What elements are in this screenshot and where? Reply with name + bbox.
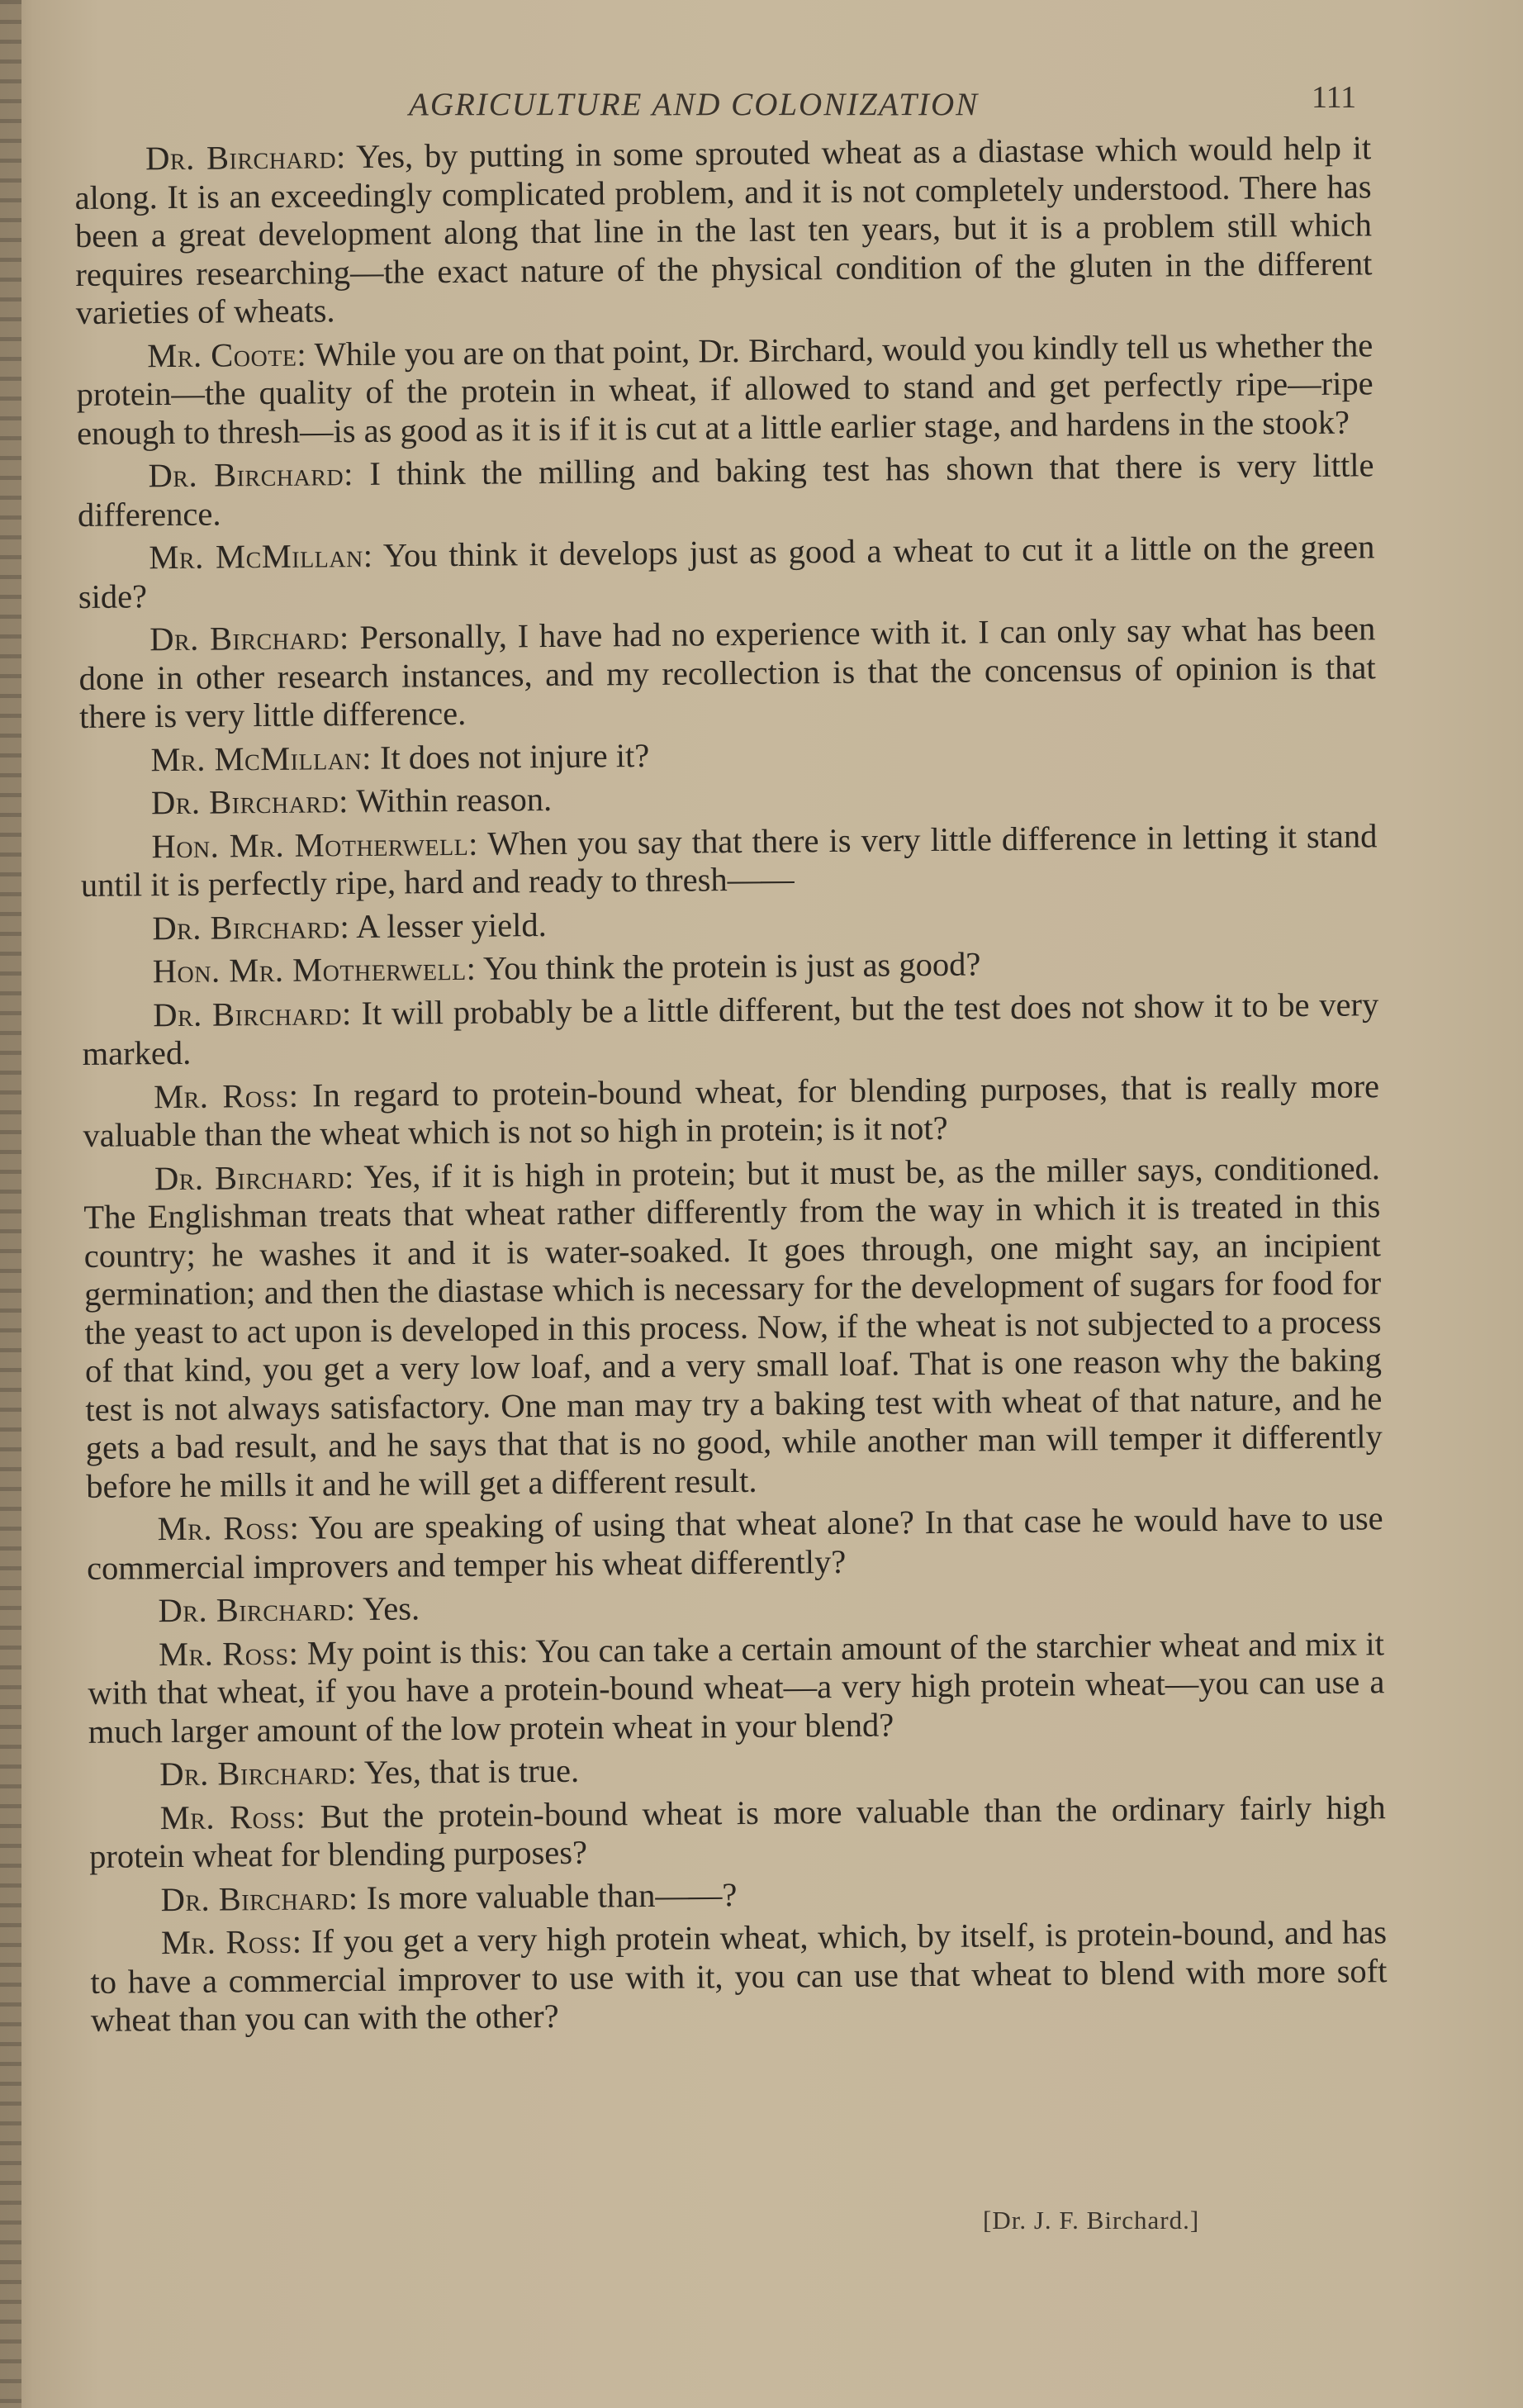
speaker-name: Dr. Birchard:: [149, 619, 349, 658]
paragraph-text: Personally, I have had no experience with it. I can only say what has been done in other research instances, and my recollection is that the concensus of opinion is that there is very little difference.: [78, 610, 1376, 735]
speaker-name: Mr. Ross:: [153, 1076, 299, 1115]
paragraph-text: My point is this: You can take a certain amount of the starchier wheat and mix it with that wheat, if you have a protein-bound wheat—a very high protein wheat—you can use a much larger amount of the low protein wheat in your blend?: [88, 1624, 1385, 1750]
speaker-name: Dr. Birchard:: [150, 782, 349, 822]
speaker-name: Dr. Birchard:: [160, 1878, 358, 1918]
paragraph-text: When you say that there is very little difference in letting it stand until it is perfectly ripe, hard and ready to thresh——: [80, 816, 1378, 904]
paragraph-text: Is more valuable than——?: [366, 1875, 738, 1916]
paragraph-text: Yes, that is true.: [363, 1751, 580, 1792]
speaker-name: Mr. McMillan:: [150, 739, 372, 778]
paragraph-text: Yes.: [362, 1589, 420, 1628]
dialogue-paragraph: [77, 446, 1374, 534]
dialogue-paragraph: [78, 610, 1376, 736]
paragraph-text: You think the protein is just as good?: [482, 945, 981, 987]
speaker-name: Mr. Ross:: [158, 1634, 299, 1673]
speaker-name: Dr. Birchard:: [158, 1590, 356, 1630]
paragraph-text: I think the milling and baking test has shown that there is very little difference.: [77, 446, 1374, 534]
dialogue-paragraph: [80, 773, 1377, 823]
paragraph-text: It does not injure it?: [379, 736, 650, 777]
speaker-name: Dr. Birchard:: [154, 1157, 355, 1197]
dialogue-paragraph: [82, 942, 1378, 991]
witness-footer-note: [Dr. J. F. Birchard.]: [983, 2206, 1200, 2235]
speaker-name: Dr. Birchard:: [148, 455, 354, 495]
dialogue-paragraph: [86, 1499, 1383, 1588]
speaker-name: Mr. Ross:: [160, 1922, 302, 1962]
dialogue-paragraph: [74, 129, 1373, 332]
speaker-name: Mr. Ross:: [159, 1798, 306, 1836]
paragraph-text: Within reason.: [356, 780, 553, 820]
paragraph-text: You are speaking of using that wheat alone? In that case he would have to use commercial improvers and temper his wheat differently?: [86, 1499, 1383, 1587]
speaker-name: Mr. Coote:: [147, 335, 307, 374]
dialogue-paragraph: [89, 1870, 1386, 1920]
paragraph-text: In regard to protein-bound wheat, for blending purposes, that is really more valuable than the wheat which is not so high in protein; is it not?: [83, 1066, 1380, 1154]
speaker-name: Dr. Birchard:: [153, 994, 352, 1033]
paragraph-text: A lesser yield.: [355, 905, 547, 945]
dialogue-paragraph: [80, 817, 1378, 905]
dialogue-paragraph: [88, 1625, 1385, 1751]
paragraph-text: But the protein-bound wheat is more valuable than the ordinary fairly high protein wheat for blending purposes?: [88, 1788, 1386, 1875]
speaker-name: Mr. Ross:: [157, 1508, 300, 1548]
paragraph-text: You think it develops just as good a wheat to cut it a little on the green side?: [78, 528, 1375, 615]
speaker-name: Hon. Mr. Motherwell:: [152, 949, 477, 990]
dialogue-paragraph: [81, 899, 1378, 948]
dialogue-paragraph: [88, 1745, 1385, 1794]
binding-edge: [0, 0, 21, 2408]
dialogue-paragraph: [76, 326, 1374, 453]
speaker-name: Hon. Mr. Motherwell:: [151, 824, 479, 865]
speaker-name: Mr. McMillan:: [149, 536, 373, 577]
transcript-body: [74, 129, 1388, 2045]
paragraph-text: It will probably be a little different, but the test does not show it to be very marked.: [82, 985, 1379, 1072]
page-header: [0, 79, 1523, 129]
paragraph-text: If you get a very high protein wheat, which, by itself, is protein-bound, and has to have a commercial improver to use with it, you can use that wheat to blend with more soft wheat than you can with the other?: [90, 1913, 1388, 2039]
page-number: 111: [1312, 80, 1357, 115]
speaker-name: Dr. Birchard:: [152, 907, 350, 947]
speaker-name: Dr. Birchard:: [145, 138, 347, 178]
dialogue-paragraph: [78, 528, 1375, 616]
dialogue-paragraph: [83, 1149, 1383, 1506]
dialogue-paragraph: [90, 1913, 1388, 2040]
paragraph-text: While you are on that point, Dr. Birchard, would you kindly tell us whether the protein—the quality of the protein in wheat, if allowed to stand and get perfectly ripe—ripe enough to thresh—is as good as it is if it is cut at a little earlier stage, and hardens in the stook?: [76, 325, 1374, 452]
dialogue-paragraph: [87, 1581, 1383, 1631]
paragraph-text: Yes, if it is high in protein; but it must be, as the miller says, conditioned. The Englishman treats that wheat rather differently from the way in which it is treated in this country; he washes it and it is water-soaked. It goes through, one might say, an incipient germination; and then the diastase which is necessary for the development of sugars for food for the yeast to act upon is developed in this process. Now, if the wheat is not subjected to a process of that kind, you get a very low loaf, and a very small loaf. That is one reason why the baking test is not always satisfactory. One man may try a baking test with wheat of that nature, and he gets a bad result, and he says that that is no good, while another man will temper it differently before he mills it and he will get a different result.: [83, 1148, 1383, 1505]
dialogue-paragraph: [79, 730, 1376, 780]
speaker-name: Dr. Birchard:: [159, 1754, 358, 1793]
dialogue-paragraph: [82, 986, 1379, 1074]
dialogue-paragraph: [83, 1067, 1380, 1156]
dialogue-paragraph: [89, 1788, 1387, 1877]
running-head: AGRICULTURE AND COLONIZATION: [409, 87, 980, 122]
paragraph-text: Yes, by putting in some sprouted wheat as a diastase which would help it along. It is an exceedingly complicated problem, and it is not completely understood. There has been a great development along that line in the last ten years, but it is a problem still which requires researching—the exact nature of the physical condition of the gluten in the different varieties of wheats.: [74, 129, 1373, 331]
